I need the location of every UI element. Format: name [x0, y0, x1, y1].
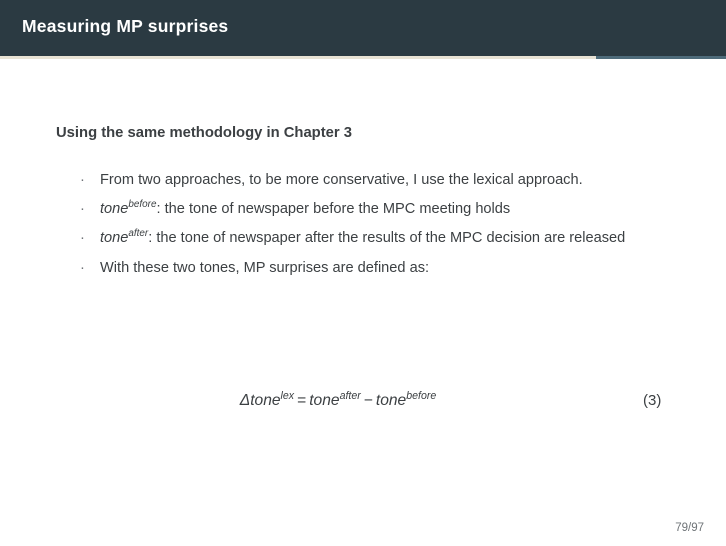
list-item	[78, 257, 678, 279]
slide-title-bar	[0, 0, 726, 56]
list-item-text: From two approaches, to be more conservative, I use the lexical approach.	[100, 172, 583, 188]
equation-minus: −	[363, 392, 373, 409]
equation-term1-base: tone	[309, 392, 340, 409]
equation-equals: =	[297, 392, 307, 409]
equation-row	[78, 389, 678, 418]
equation-term2-base: tone	[375, 392, 407, 409]
page-title: Measuring MP surprises	[22, 16, 229, 36]
equation-lhs-superscript: lex	[280, 389, 295, 402]
equation	[78, 389, 598, 410]
list-item-superscript: after	[128, 228, 149, 240]
equation-term2-superscript: before	[406, 389, 437, 402]
list-item-text: With these two tones, MP surprises are defined as:	[100, 259, 430, 276]
list-item-term: tone	[100, 201, 129, 218]
page-number: 79/97	[675, 522, 704, 534]
bullet-marker: ·	[80, 259, 85, 276]
equation-delta: Δ	[239, 392, 251, 409]
bullet-marker: ·	[80, 230, 85, 247]
list-item	[78, 227, 678, 249]
bullet-marker: ·	[80, 172, 85, 188]
slide-body	[0, 59, 726, 546]
bullet-marker: ·	[80, 201, 85, 218]
list-item-term: tone	[100, 230, 129, 247]
equation-term1-superscript: after	[339, 389, 361, 402]
equation-number: (3)	[643, 392, 662, 409]
equation-lhs-base: tone	[250, 392, 281, 409]
list-item-text: : the tone of newspaper after the results of the MPC decision are released	[148, 230, 626, 247]
bullet-list	[78, 169, 678, 286]
list-item-text: : the tone of newspaper before the MPC meeting holds	[156, 201, 511, 218]
section-heading: Using the same methodology in Chapter 3	[56, 125, 352, 141]
list-item	[78, 198, 678, 220]
list-item	[78, 169, 678, 191]
list-item-superscript: before	[128, 199, 157, 211]
